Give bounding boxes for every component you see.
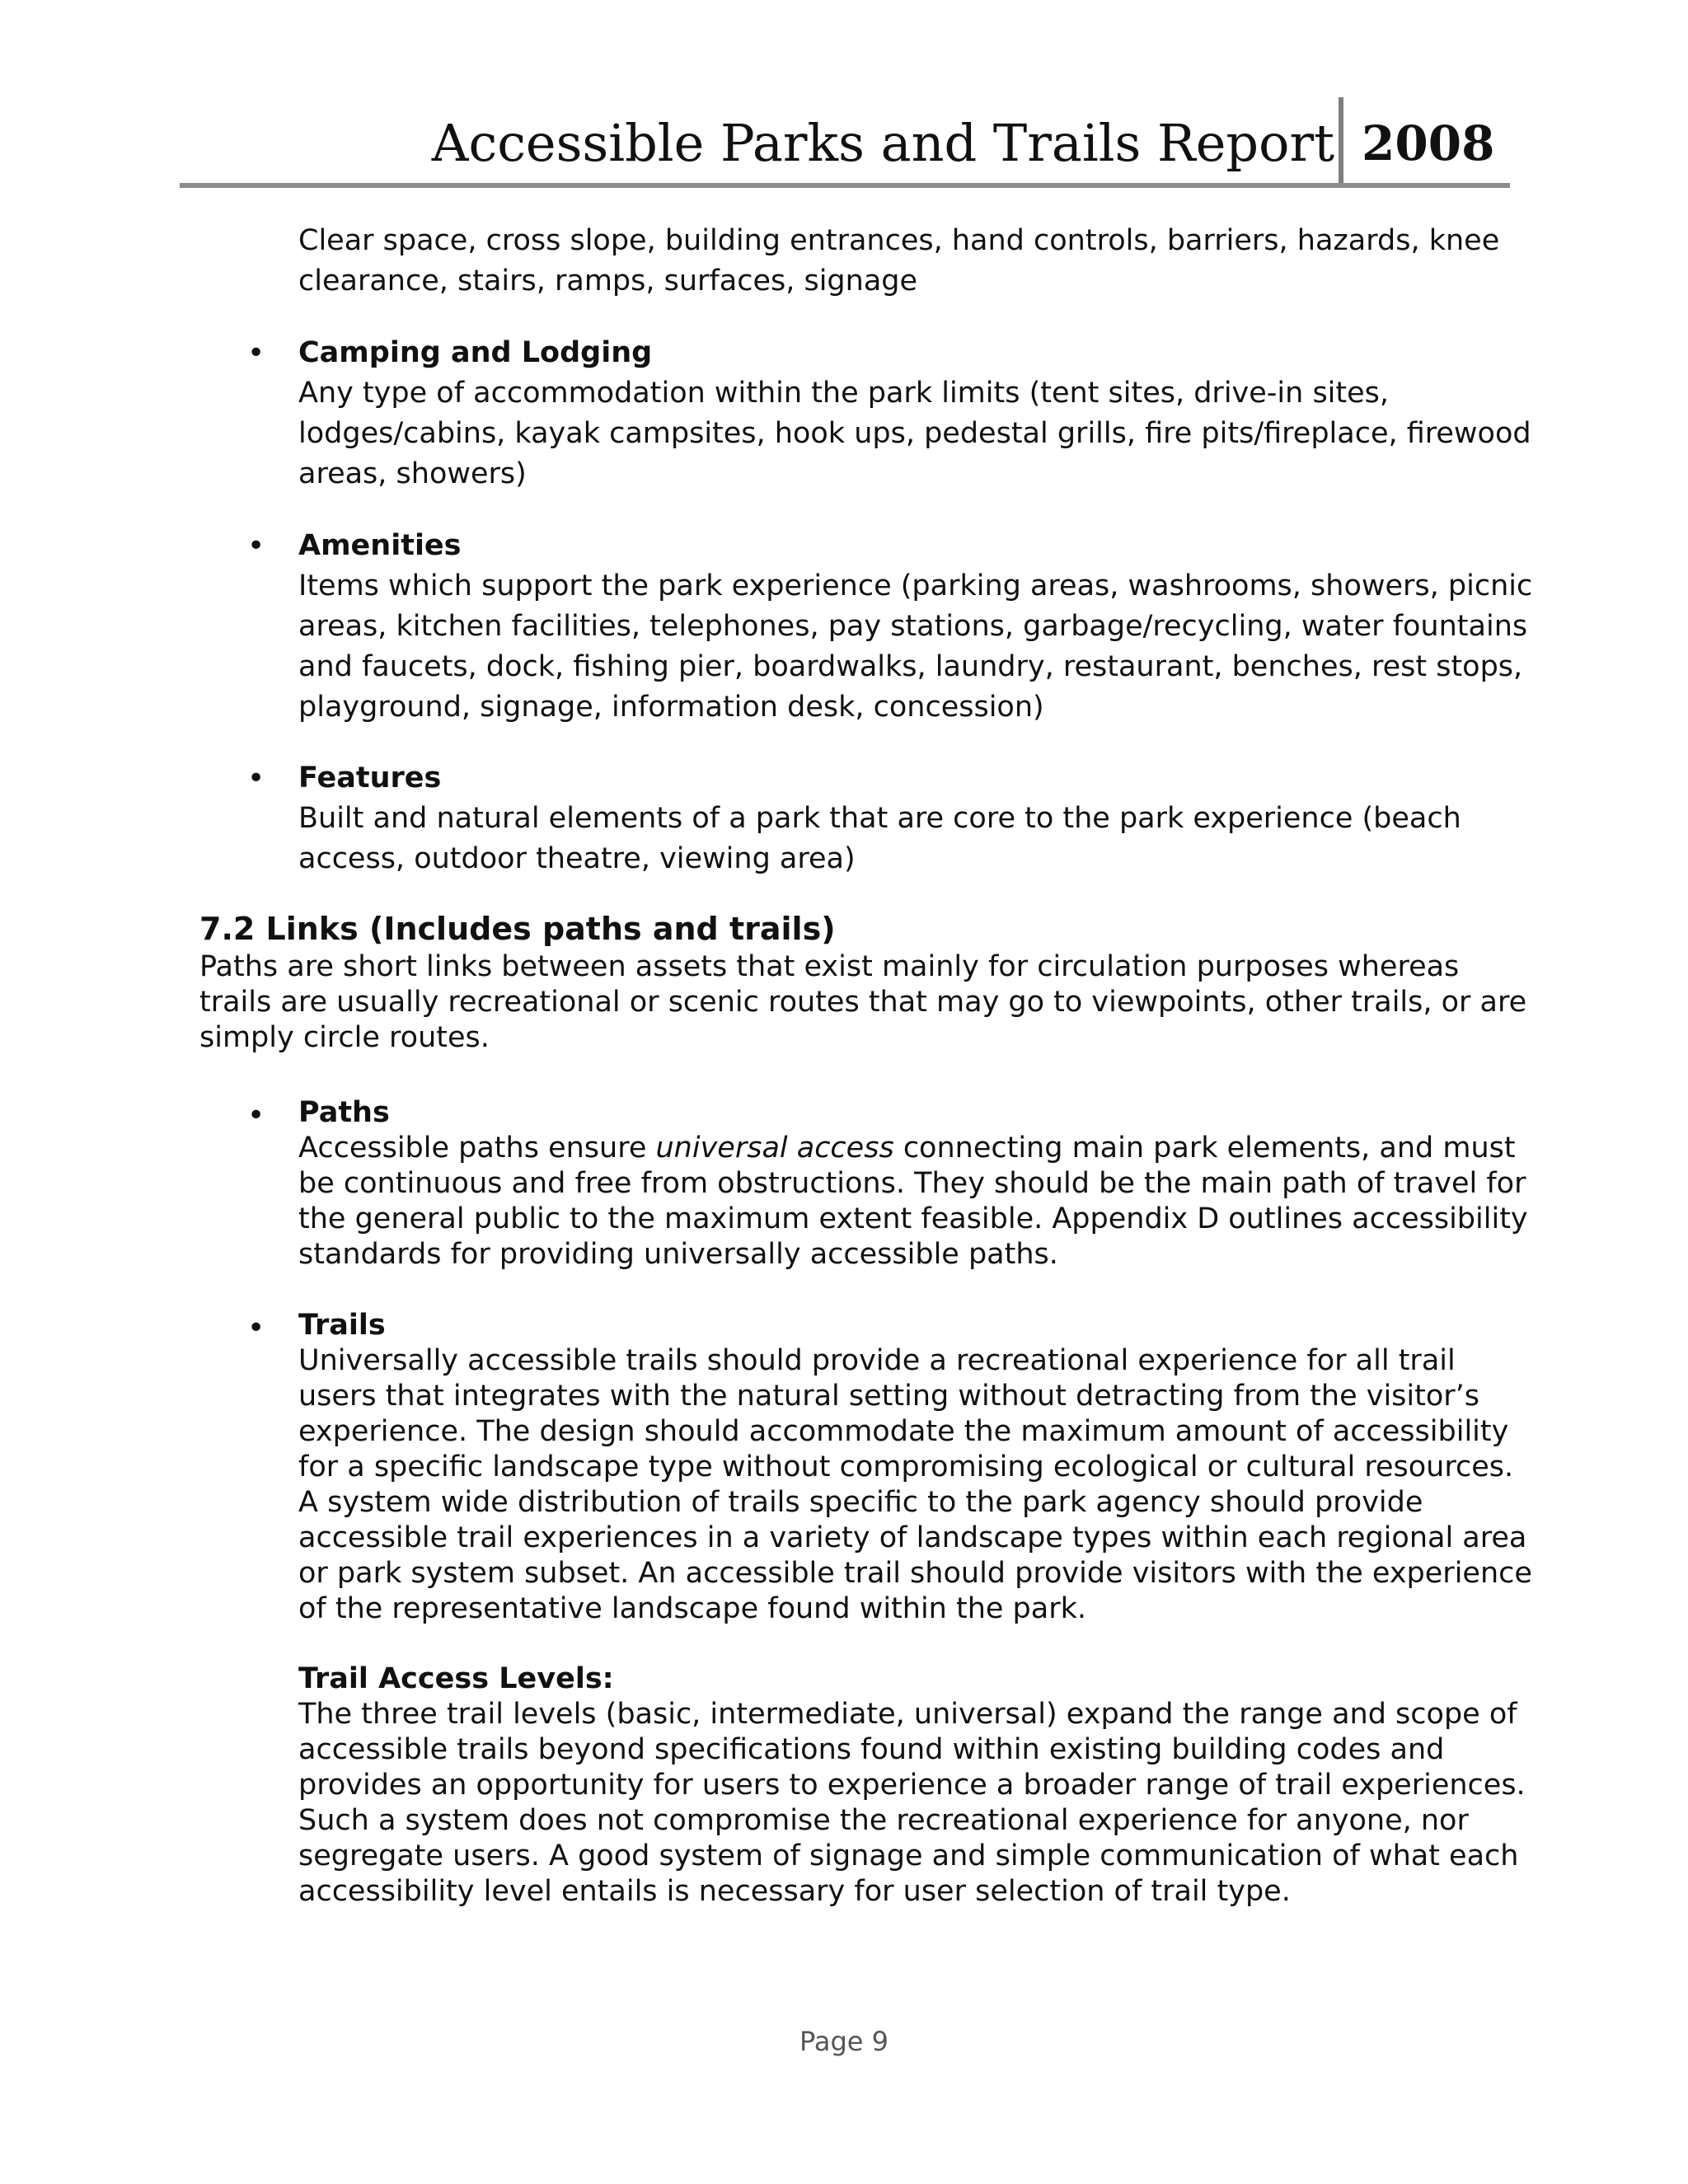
- bullet-glyph: •: [247, 1311, 265, 1345]
- emphasis-text: universal access: [655, 1132, 894, 1165]
- report-year: 2008: [1362, 115, 1495, 171]
- list-item-features: [298, 758, 1535, 879]
- bullet-glyph: •: [247, 529, 265, 563]
- list-item-heading: Camping and Lodging: [298, 336, 653, 369]
- bullet-glyph: •: [247, 336, 265, 370]
- list-item-text: Built and natural elements of a park that are core to the park experience (beach access, outdoor theatre, viewing area): [298, 802, 1461, 875]
- list-item-heading: Trails: [298, 1309, 386, 1342]
- bullet-glyph: •: [247, 1099, 265, 1132]
- list-item-text: Any type of accommodation within the park limits (tent sites, drive-in sites, lodges/cabins, kayak campsites, hook ups, pedestal grills, fire pits/fireplace, firewood areas, showers): [298, 377, 1531, 490]
- list-item-paths: [298, 1095, 1535, 1272]
- list-item-trails: [298, 1308, 1535, 1627]
- list-item-heading: Features: [298, 762, 442, 794]
- list-item-text: Items which support the park experience (parking areas, washrooms, showers, picnic areas, kitchen facilities, telephones, pay stations, garbage/recycling, water fountains and faucets, dock, fishing pier, boardwalks, laundry, restaurant, benches, rest stops, playground, signage, information desk, concession): [298, 569, 1533, 724]
- list-item-text: Universally accessible trails should provide a recreational experience for all trail users that integrates with the natural setting without detracting from the visitor’s experience. The design should accommodate the maximum amount of accessibility for a specific landscape type without compromising ecological or cultural resources. A system wide distribution of trails specific to the park agency should provide accessible trail experiences in a variety of landscape types within each regional area or park system subset. An accessible trail should provide visitors with the experience of the representative landscape found within the park.: [298, 1344, 1532, 1625]
- list-item-camping: [298, 333, 1535, 494]
- section-intro: Paths are short links between assets that exist mainly for circulation purposes whereas trails are usually recreational or scenic routes that may go to viewpoints, other trails, or are simply circle routes.: [199, 950, 1527, 1054]
- page-number: Page 9: [799, 2026, 889, 2057]
- list-item-heading: Paths: [298, 1096, 390, 1129]
- subheading: Trail Access Levels:: [298, 1662, 614, 1695]
- list-item-text: Accessible paths ensure universal access connecting main park elements, and must be continuous and free from obstructions. They should be the main path of travel for the general public to the maximum extent feasible. Appendix D outlines accessibility standards for providing universally accessible paths.: [298, 1132, 1528, 1271]
- intro-continued-text: Clear space, cross slope, building entrances, hand controls, barriers, hazards, knee clearance, stairs, ramps, surfaces, signage: [298, 224, 1500, 298]
- list-item-heading: Amenities: [298, 529, 462, 562]
- bullet-glyph: •: [247, 762, 265, 795]
- section-heading: 7.2 Links (Includes paths and trails): [199, 911, 836, 947]
- report-title: Accessible Parks and Trails Report: [431, 113, 1334, 173]
- trail-access-levels: [298, 1661, 1535, 1910]
- subsection-text: The three trail levels (basic, intermediate, universal) expand the range and scope of accessible trails beyond specifications found within existing building codes and provides an opportunity for users to experience a broader range of trail experiences. Such a system does not compromise the recreational experience for anyone, nor segregate users. A good system of signage and simple communication of what each accessibility level entails is necessary for user selection of trail type.: [298, 1698, 1526, 1908]
- list-item-amenities: [298, 526, 1535, 728]
